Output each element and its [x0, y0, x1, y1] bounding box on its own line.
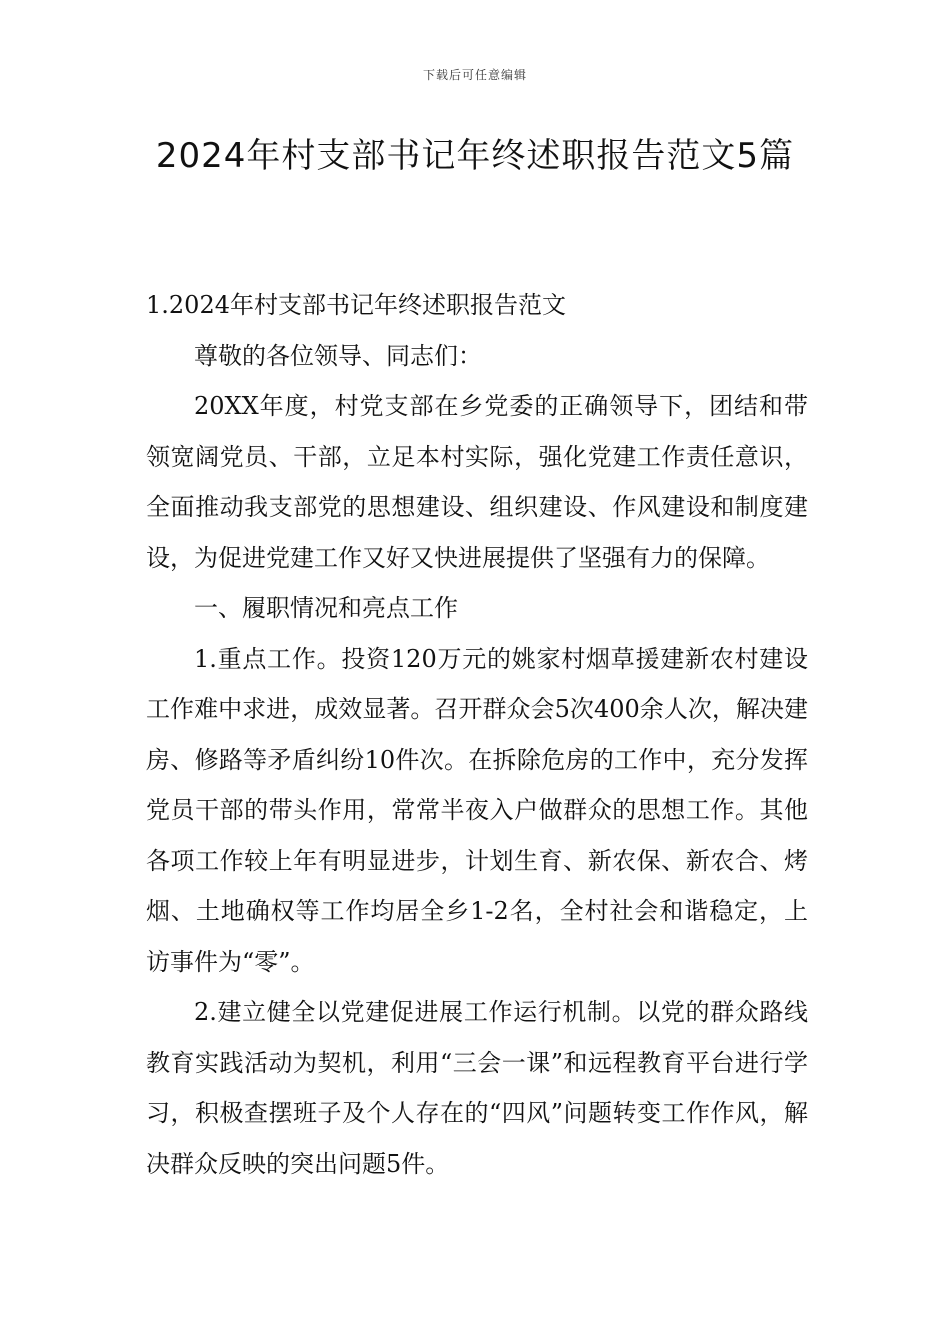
subsection-heading: 一、履职情况和亮点工作 — [194, 594, 458, 622]
salutation: 尊敬的各位领导、同志们： — [194, 341, 482, 370]
section-title: 1.2024年村支部书记年终述职报告范文 — [146, 291, 566, 319]
document-title: 2024年村支部书记年终述职报告范文5篇 — [155, 136, 795, 176]
paragraph: 1.重点工作。投资120万元的姚家村烟草援建新农村建设工作难中求进，成效显著。召开群众会5次400余人次，解决建房、修路等矛盾纠纷10件次。在拆除危房的工作中，充分发挥党员干部的带头作用，常常半夜入户做群众的思想工作。其他各项工作较上年有明显进步，计划生育、新农保、新农合、烤烟、土地确权等工作均居全乡1-2名，全村社会和谐稳定，上访事件为“零”。 — [146, 644, 808, 976]
header-note: 下载后可任意编辑 — [422, 68, 527, 82]
paragraph: 20XX年度，村党支部在乡党委的正确领导下，团结和带领宽阔党员、干部，立足本村实际，强化党建工作责任意识，全面推动我支部党的思想建设、组织建设、作风建设和制度建设，为促进党建工作又好又快进展提供了坚强有力的保障。 — [146, 392, 808, 572]
document-body — [146, 280, 808, 1189]
paragraph: 2.建立健全以党建促进展工作运行机制。以党的群众路线教育实践活动为契机，利用“三会一课”和远程教育平台进行学习，积极查摆班子及个人存在的“四风”问题转变工作作风，解决群众反映的突出问题5件。 — [146, 998, 808, 1178]
